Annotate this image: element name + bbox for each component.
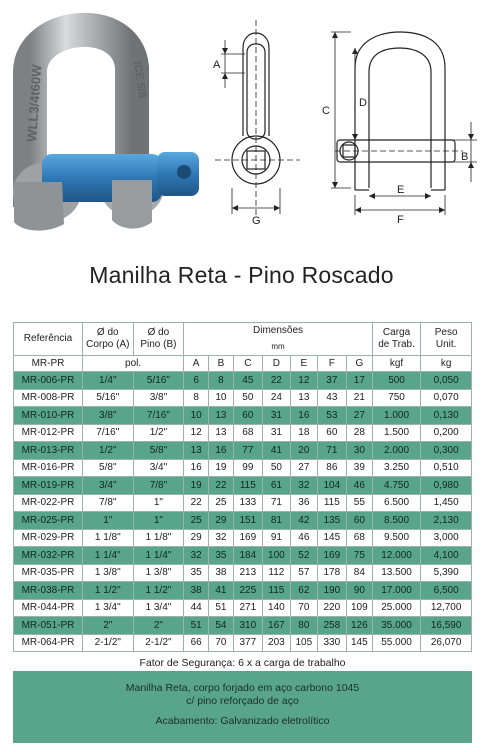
subheader-kgf: kgf xyxy=(372,356,420,372)
cell-ref: MR-035-PR xyxy=(14,564,83,582)
cell-pino: 3/4" xyxy=(133,459,184,477)
cell-c: 68 xyxy=(233,424,262,442)
cell-c: 115 xyxy=(233,477,262,495)
cell-g: 28 xyxy=(346,424,372,442)
cell-f: 190 xyxy=(317,582,346,600)
cell-c: 99 xyxy=(233,459,262,477)
subheader-d: D xyxy=(262,356,290,372)
header-pino: Ø do Pino (B) xyxy=(133,323,184,356)
cell-f: 86 xyxy=(317,459,346,477)
cell-b: 25 xyxy=(209,494,234,512)
cell-peso: 0,130 xyxy=(421,407,472,425)
header-referencia: Referência xyxy=(14,323,83,356)
cell-d: 81 xyxy=(262,512,290,530)
cell-d: 167 xyxy=(262,617,290,635)
cell-peso: 5,390 xyxy=(421,564,472,582)
cell-g: 84 xyxy=(346,564,372,582)
cell-b: 13 xyxy=(209,407,234,425)
cell-a: 10 xyxy=(184,407,209,425)
cell-g: 60 xyxy=(346,512,372,530)
cell-e: 20 xyxy=(290,442,317,460)
cell-d: 140 xyxy=(262,599,290,617)
cell-e: 70 xyxy=(290,599,317,617)
cell-e: 42 xyxy=(290,512,317,530)
cell-b: 13 xyxy=(209,424,234,442)
cell-ref: MR-019-PR xyxy=(14,477,83,495)
cell-corpo: 7/8" xyxy=(82,494,133,512)
header-dimensoes: Dimensões mm xyxy=(184,323,373,356)
table-row xyxy=(14,389,472,407)
cell-ref: MR-051-PR xyxy=(14,617,83,635)
cell-f: 145 xyxy=(317,529,346,547)
cell-f: 178 xyxy=(317,564,346,582)
cell-e: 46 xyxy=(290,529,317,547)
cell-a: 44 xyxy=(184,599,209,617)
cell-peso: 6,500 xyxy=(421,582,472,600)
cell-carga: 500 xyxy=(372,372,420,390)
cell-d: 31 xyxy=(262,407,290,425)
cell-d: 61 xyxy=(262,477,290,495)
engraving-left: WLL3/4t60W xyxy=(24,64,45,143)
cell-a: 51 xyxy=(184,617,209,635)
cell-corpo: 1/4" xyxy=(82,372,133,390)
cell-c: 169 xyxy=(233,529,262,547)
safety-factor-note: Fator de Segurança: 6 x a carga de trabalho xyxy=(139,657,346,669)
cell-d: 24 xyxy=(262,389,290,407)
cell-pino: 1 3/4" xyxy=(133,599,184,617)
cell-a: 8 xyxy=(184,389,209,407)
cell-pino: 1 3/8" xyxy=(133,564,184,582)
cell-corpo: 1 1/4" xyxy=(82,547,133,565)
label-d: D xyxy=(359,97,367,109)
cell-d: 100 xyxy=(262,547,290,565)
cell-carga: 4.750 xyxy=(372,477,420,495)
cell-f: 43 xyxy=(317,389,346,407)
cell-a: 38 xyxy=(184,582,209,600)
subheader-e: E xyxy=(290,356,317,372)
cell-f: 169 xyxy=(317,547,346,565)
cell-ref: MR-044-PR xyxy=(14,599,83,617)
cell-peso: 0,980 xyxy=(421,477,472,495)
cell-c: 225 xyxy=(233,582,262,600)
cell-pino: 2-1/2" xyxy=(133,634,184,652)
cell-e: 52 xyxy=(290,547,317,565)
cell-a: 35 xyxy=(184,564,209,582)
cell-carga: 6.500 xyxy=(372,494,420,512)
cell-b: 51 xyxy=(209,599,234,617)
cell-e: 80 xyxy=(290,617,317,635)
cell-ref: MR-022-PR xyxy=(14,494,83,512)
cell-carga: 1.500 xyxy=(372,424,420,442)
cell-a: 66 xyxy=(184,634,209,652)
cell-ref: MR-006-PR xyxy=(14,372,83,390)
cell-carga: 1.000 xyxy=(372,407,420,425)
cell-c: 377 xyxy=(233,634,262,652)
cell-e: 62 xyxy=(290,582,317,600)
cell-e: 16 xyxy=(290,407,317,425)
cell-a: 13 xyxy=(184,442,209,460)
specs-table xyxy=(13,322,472,652)
cell-g: 75 xyxy=(346,547,372,565)
cell-a: 29 xyxy=(184,529,209,547)
cell-c: 60 xyxy=(233,407,262,425)
cell-corpo: 3/4" xyxy=(82,477,133,495)
cell-f: 220 xyxy=(317,599,346,617)
cell-g: 126 xyxy=(346,617,372,635)
subheader-pol: pol. xyxy=(82,356,183,372)
cell-corpo: 5/16" xyxy=(82,389,133,407)
cell-b: 35 xyxy=(209,547,234,565)
label-e: E xyxy=(397,184,405,196)
cell-corpo: 1/2" xyxy=(82,442,133,460)
cell-ref: MR-013-PR xyxy=(14,442,83,460)
cell-ref: MR-025-PR xyxy=(14,512,83,530)
cell-peso: 0,510 xyxy=(421,459,472,477)
cell-peso: 0,070 xyxy=(421,389,472,407)
cell-c: 213 xyxy=(233,564,262,582)
table-row xyxy=(14,442,472,460)
cell-b: 10 xyxy=(209,389,234,407)
cell-g: 46 xyxy=(346,477,372,495)
cell-b: 41 xyxy=(209,582,234,600)
cell-corpo: 2-1/2" xyxy=(82,634,133,652)
cell-f: 104 xyxy=(317,477,346,495)
cell-f: 330 xyxy=(317,634,346,652)
cell-f: 37 xyxy=(317,372,346,390)
cell-e: 32 xyxy=(290,477,317,495)
table-row xyxy=(14,617,472,635)
cell-pino: 1" xyxy=(133,494,184,512)
table-body xyxy=(14,372,472,652)
cell-peso: 1,450 xyxy=(421,494,472,512)
cell-carga: 17.000 xyxy=(372,582,420,600)
header-corpo: Ø do Corpo (A) xyxy=(82,323,133,356)
cell-carga: 3.250 xyxy=(372,459,420,477)
table-row xyxy=(14,494,472,512)
cell-f: 71 xyxy=(317,442,346,460)
subheader-b: B xyxy=(209,356,234,372)
cell-pino: 3/8" xyxy=(133,389,184,407)
cell-ref: MR-012-PR xyxy=(14,424,83,442)
cell-c: 133 xyxy=(233,494,262,512)
cell-pino: 7/8" xyxy=(133,477,184,495)
cell-carga: 55.000 xyxy=(372,634,420,652)
cell-c: 50 xyxy=(233,389,262,407)
cell-pino: 5/8" xyxy=(133,442,184,460)
cell-g: 109 xyxy=(346,599,372,617)
cell-e: 12 xyxy=(290,372,317,390)
product-header xyxy=(0,0,483,240)
cell-a: 12 xyxy=(184,424,209,442)
cell-carga: 9.500 xyxy=(372,529,420,547)
cell-e: 57 xyxy=(290,564,317,582)
cell-b: 16 xyxy=(209,442,234,460)
cell-e: 13 xyxy=(290,389,317,407)
cell-g: 39 xyxy=(346,459,372,477)
cell-e: 36 xyxy=(290,494,317,512)
cell-g: 55 xyxy=(346,494,372,512)
cell-d: 22 xyxy=(262,372,290,390)
subheader-c: C xyxy=(233,356,262,372)
cell-corpo: 3/8" xyxy=(82,407,133,425)
cell-pino: 1" xyxy=(133,512,184,530)
cell-pino: 7/16" xyxy=(133,407,184,425)
cell-b: 19 xyxy=(209,459,234,477)
cell-c: 151 xyxy=(233,512,262,530)
cell-peso: 16,590 xyxy=(421,617,472,635)
cell-c: 310 xyxy=(233,617,262,635)
cell-g: 21 xyxy=(346,389,372,407)
cell-d: 71 xyxy=(262,494,290,512)
cell-corpo: 1 3/8" xyxy=(82,564,133,582)
engraving-right: ICE 5/8 xyxy=(131,60,149,99)
cell-peso: 26,070 xyxy=(421,634,472,652)
cell-carga: 25.000 xyxy=(372,599,420,617)
cell-f: 135 xyxy=(317,512,346,530)
table-row xyxy=(14,634,472,652)
cell-c: 45 xyxy=(233,372,262,390)
cell-carga: 2.000 xyxy=(372,442,420,460)
subheader-kg: kg xyxy=(421,356,472,372)
cell-corpo: 2" xyxy=(82,617,133,635)
table-row xyxy=(14,529,472,547)
cell-d: 50 xyxy=(262,459,290,477)
cell-a: 25 xyxy=(184,512,209,530)
cell-f: 115 xyxy=(317,494,346,512)
cell-e: 18 xyxy=(290,424,317,442)
cell-a: 19 xyxy=(184,477,209,495)
cell-b: 38 xyxy=(209,564,234,582)
cell-a: 16 xyxy=(184,459,209,477)
cell-g: 30 xyxy=(346,442,372,460)
cell-corpo: 5/8" xyxy=(82,459,133,477)
cell-peso: 2,130 xyxy=(421,512,472,530)
table-row xyxy=(14,512,472,530)
table-row xyxy=(14,477,472,495)
cell-d: 115 xyxy=(262,582,290,600)
table-row xyxy=(14,564,472,582)
cell-pino: 5/16" xyxy=(133,372,184,390)
cell-g: 27 xyxy=(346,407,372,425)
cell-corpo: 1" xyxy=(82,512,133,530)
label-a: A xyxy=(213,59,221,71)
cell-pino: 1 1/2" xyxy=(133,582,184,600)
cell-b: 29 xyxy=(209,512,234,530)
cell-d: 41 xyxy=(262,442,290,460)
dimension-drawings xyxy=(205,10,483,232)
cell-b: 70 xyxy=(209,634,234,652)
table-row xyxy=(14,424,472,442)
cell-peso: 0,050 xyxy=(421,372,472,390)
cell-c: 271 xyxy=(233,599,262,617)
cell-c: 77 xyxy=(233,442,262,460)
table-row xyxy=(14,599,472,617)
cell-carga: 13.500 xyxy=(372,564,420,582)
label-g: G xyxy=(252,215,261,227)
cell-corpo: 1 3/4" xyxy=(82,599,133,617)
table-row xyxy=(14,547,472,565)
subheader-row xyxy=(14,356,472,372)
cell-b: 54 xyxy=(209,617,234,635)
cell-carga: 12.000 xyxy=(372,547,420,565)
cell-ref: MR-008-PR xyxy=(14,389,83,407)
header-peso: Peso Unit. xyxy=(421,323,472,356)
cell-e: 27 xyxy=(290,459,317,477)
cell-g: 90 xyxy=(346,582,372,600)
header-carga: Carga de Trab. xyxy=(372,323,420,356)
cell-corpo: 7/16" xyxy=(82,424,133,442)
table-row xyxy=(14,582,472,600)
cell-ref: MR-032-PR xyxy=(14,547,83,565)
cell-a: 32 xyxy=(184,547,209,565)
label-c: C xyxy=(322,105,330,117)
cell-b: 32 xyxy=(209,529,234,547)
cell-carga: 35.000 xyxy=(372,617,420,635)
cell-peso: 4,100 xyxy=(421,547,472,565)
cell-pino: 2" xyxy=(133,617,184,635)
cell-carga: 8.500 xyxy=(372,512,420,530)
cell-a: 22 xyxy=(184,494,209,512)
cell-pino: 1 1/8" xyxy=(133,529,184,547)
cell-pino: 1/2" xyxy=(133,424,184,442)
cell-a: 6 xyxy=(184,372,209,390)
cell-corpo: 1 1/8" xyxy=(82,529,133,547)
finish-line: Acabamento: Galvanizado eletrolítico xyxy=(155,715,330,727)
cell-ref: MR-038-PR xyxy=(14,582,83,600)
cell-g: 145 xyxy=(346,634,372,652)
table-row xyxy=(14,372,472,390)
table-row xyxy=(14,459,472,477)
subheader-a: A xyxy=(184,356,209,372)
subheader-ref: MR-PR xyxy=(14,356,83,372)
description-line-2: c/ pino reforçado de aço xyxy=(186,695,299,707)
label-f: F xyxy=(397,214,404,226)
cell-d: 112 xyxy=(262,564,290,582)
product-description xyxy=(13,671,472,743)
cell-d: 203 xyxy=(262,634,290,652)
cell-f: 53 xyxy=(317,407,346,425)
cell-peso: 12,700 xyxy=(421,599,472,617)
shackle-photo xyxy=(2,2,207,234)
cell-b: 8 xyxy=(209,372,234,390)
cell-peso: 3,000 xyxy=(421,529,472,547)
cell-ref: MR-029-PR xyxy=(14,529,83,547)
subheader-g: G xyxy=(346,356,372,372)
cell-d: 31 xyxy=(262,424,290,442)
label-b: B xyxy=(461,151,469,163)
cell-c: 184 xyxy=(233,547,262,565)
cell-f: 60 xyxy=(317,424,346,442)
cell-b: 22 xyxy=(209,477,234,495)
cell-g: 68 xyxy=(346,529,372,547)
cell-corpo: 1 1/2" xyxy=(82,582,133,600)
cell-ref: MR-016-PR xyxy=(14,459,83,477)
cell-g: 17 xyxy=(346,372,372,390)
cell-f: 258 xyxy=(317,617,346,635)
table-row xyxy=(14,407,472,425)
subheader-f: F xyxy=(317,356,346,372)
page-title: Manilha Reta - Pino Roscado xyxy=(89,262,394,288)
cell-carga: 750 xyxy=(372,389,420,407)
cell-d: 91 xyxy=(262,529,290,547)
cell-e: 105 xyxy=(290,634,317,652)
description-line-1: Manilha Reta, corpo forjado em aço carbono 1045 xyxy=(125,682,360,694)
cell-ref: MR-064-PR xyxy=(14,634,83,652)
cell-ref: MR-010-PR xyxy=(14,407,83,425)
cell-peso: 0,200 xyxy=(421,424,472,442)
header-row xyxy=(14,323,472,356)
cell-peso: 0,300 xyxy=(421,442,472,460)
cell-pino: 1 1/4" xyxy=(133,547,184,565)
